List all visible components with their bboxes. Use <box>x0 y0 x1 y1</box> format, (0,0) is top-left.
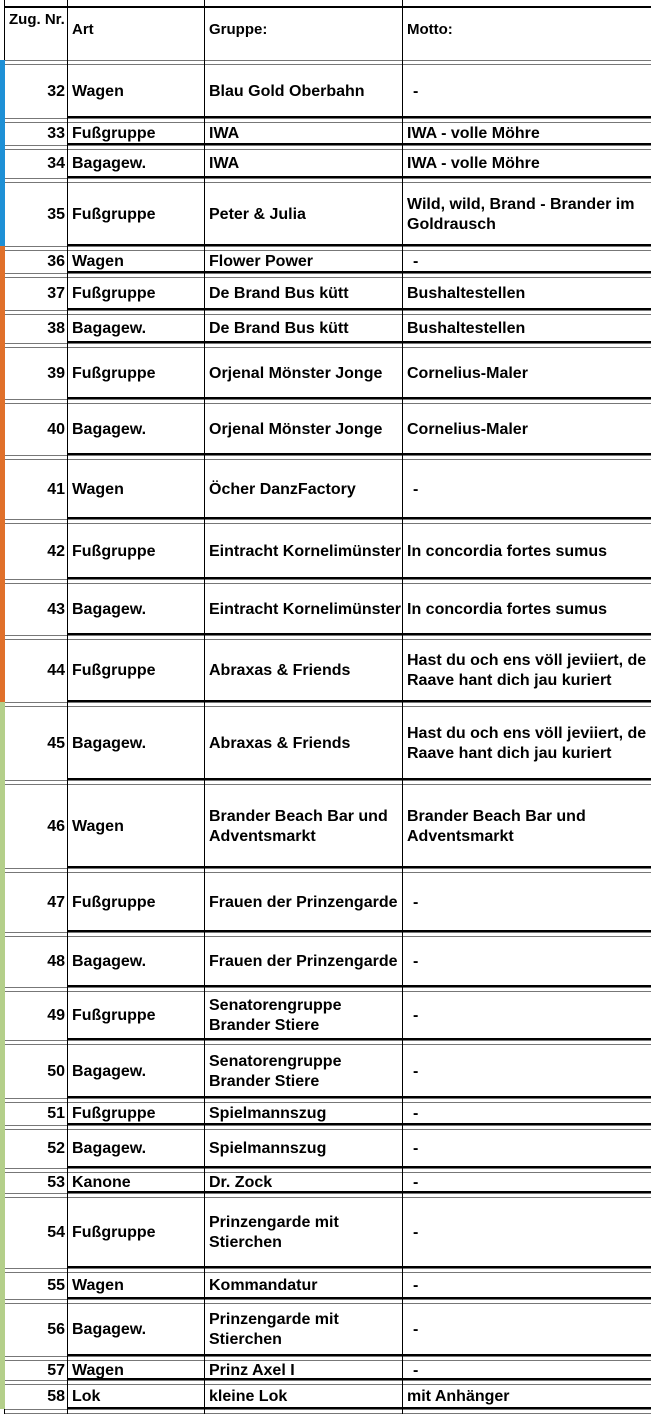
row-motto: - <box>413 1174 419 1191</box>
cell-underline <box>68 1266 205 1268</box>
row-gruppe: Senatorengruppe Brander Stiere <box>209 997 342 1034</box>
row-motto: IWA - volle Möhre <box>407 125 540 142</box>
cell-underline <box>68 176 205 178</box>
row-motto: - <box>413 1321 419 1338</box>
row-gruppe: Eintracht Kornelimünster <box>209 542 402 560</box>
cell-underline <box>205 1191 403 1193</box>
cell-underline <box>403 778 651 780</box>
cell-underline <box>68 633 205 635</box>
row-motto: Brander Beach Bar und Adventsmarkt <box>407 807 586 845</box>
row-motto: - <box>413 82 419 100</box>
row-number: 36 <box>47 253 65 270</box>
row-motto: Bushaltestellen <box>407 285 526 302</box>
row-art: Fußgruppe <box>72 1224 156 1241</box>
row-art: Lok <box>72 1388 101 1405</box>
cell-underline <box>205 341 403 343</box>
row-gruppe: kleine Lok <box>209 1388 288 1405</box>
cell-underline <box>205 633 403 635</box>
row-gruppe: Eintracht Kornelimünster <box>209 600 402 618</box>
row-number: 55 <box>47 1277 65 1294</box>
cell-underline <box>68 1191 205 1193</box>
cell-underline <box>205 1354 403 1356</box>
cell-underline <box>403 271 651 273</box>
cell-underline <box>403 930 651 932</box>
row-motto: - <box>413 1105 419 1122</box>
row-number: 46 <box>47 817 65 835</box>
row-number: 40 <box>47 420 65 438</box>
row-art: Wagen <box>72 1277 124 1294</box>
cell-underline <box>403 176 651 178</box>
cell-underline <box>205 143 403 145</box>
row-motto: Cornelius-Maler <box>407 364 528 382</box>
row-number: 35 <box>47 205 65 223</box>
row-art: Bagagew. <box>72 734 147 752</box>
cell-underline <box>403 341 651 343</box>
row-art: Bagagew. <box>72 1321 147 1338</box>
cell-underline <box>403 1407 651 1409</box>
cell-underline <box>68 866 205 868</box>
row-motto: - <box>413 1140 419 1157</box>
row-art: Fußgruppe <box>72 893 156 911</box>
row-number: 47 <box>47 893 65 911</box>
cell-underline <box>403 633 651 635</box>
row-motto: - <box>413 1007 419 1024</box>
row-gruppe: Blau Gold Oberbahn <box>209 82 365 100</box>
row-number: 50 <box>47 1062 65 1080</box>
row-motto: - <box>413 893 419 911</box>
cell-underline <box>205 1266 403 1268</box>
cell-underline <box>403 866 651 868</box>
cell-underline <box>205 778 403 780</box>
row-gruppe: Orjenal Mönster Jonge <box>209 420 383 438</box>
cell-underline <box>68 1123 205 1125</box>
row-art: Wagen <box>72 480 124 498</box>
row-art: Bagagew. <box>72 420 147 438</box>
cell-underline <box>205 1038 403 1040</box>
row-motto: - <box>413 953 419 970</box>
cell-underline <box>68 1166 205 1168</box>
row-gruppe: De Brand Bus kütt <box>209 320 349 337</box>
cell-underline <box>403 308 651 310</box>
row-motto: - <box>413 1062 419 1080</box>
cell-underline <box>205 176 403 178</box>
row-motto: Hast du och ens völl jeviiert, de Raave hant dich jau kuriert <box>407 724 647 762</box>
row-art: Fußgruppe <box>72 125 156 142</box>
cell-underline <box>205 1297 403 1299</box>
row-gruppe: Prinzengarde mit Stierchen <box>209 1311 339 1348</box>
cell-underline <box>403 453 651 455</box>
row-number: 51 <box>47 1105 65 1122</box>
cell-underline <box>205 985 403 987</box>
row-art: Wagen <box>72 817 124 835</box>
cell-underline <box>205 244 403 246</box>
cell-underline <box>205 1096 403 1098</box>
row-art: Bagagew. <box>72 320 147 337</box>
cell-underline <box>68 1378 205 1380</box>
row-gruppe: Kommandatur <box>209 1277 318 1294</box>
row-art: Fußgruppe <box>72 1007 156 1024</box>
row-gruppe: Senatorengruppe Brander Stiere <box>209 1052 342 1090</box>
row-gruppe: Brander Beach Bar und Adventsmarkt <box>209 807 388 845</box>
row-number: 48 <box>47 953 65 970</box>
cell-underline <box>68 143 205 145</box>
cell-underline <box>403 700 651 702</box>
cell-underline <box>205 1407 403 1409</box>
cell-underline <box>68 1038 205 1040</box>
cell-underline <box>403 116 651 118</box>
row-number: 49 <box>47 1007 65 1024</box>
row-art: Fußgruppe <box>72 364 156 382</box>
row-number: 56 <box>47 1321 65 1338</box>
row-number: 43 <box>47 600 65 618</box>
row-art: Wagen <box>72 1361 124 1379</box>
row-number: 39 <box>47 364 65 382</box>
cell-underline <box>205 577 403 579</box>
row-motto: - <box>413 1224 419 1241</box>
cell-underline <box>205 271 403 273</box>
cell-underline <box>205 116 403 118</box>
row-number: 57 <box>47 1361 65 1379</box>
row-motto: Cornelius-Maler <box>407 420 528 438</box>
row-gruppe: Orjenal Mönster Jonge <box>209 364 383 382</box>
row-gruppe: Prinz Axel I <box>209 1361 295 1379</box>
cell-underline <box>403 1166 651 1168</box>
cell-underline <box>68 1407 205 1409</box>
row-gruppe: Frauen der Prinzengarde <box>209 893 398 911</box>
row-separator <box>5 1409 651 1414</box>
cell-underline <box>205 866 403 868</box>
cell-underline <box>68 244 205 246</box>
row-motto: Bushaltestellen <box>407 320 526 337</box>
row-art: Bagagew. <box>72 600 147 618</box>
cell-underline <box>403 985 651 987</box>
header-nr: Zug. Nr. <box>9 11 65 28</box>
row-number: 32 <box>47 82 65 100</box>
row-motto: In concordia fortes sumus <box>407 600 608 618</box>
cell-underline <box>68 308 205 310</box>
row-motto: - <box>413 1277 419 1294</box>
row-art: Fußgruppe <box>72 662 156 679</box>
row-number: 42 <box>47 542 65 560</box>
cell-underline <box>403 517 651 519</box>
cell-underline <box>403 1096 651 1098</box>
cell-underline <box>403 1266 651 1268</box>
cell-underline <box>403 577 651 579</box>
cell-underline <box>403 244 651 246</box>
cell-underline <box>68 341 205 343</box>
cell-underline <box>403 1297 651 1299</box>
row-number: 33 <box>47 125 65 142</box>
row-number: 34 <box>47 155 65 172</box>
cell-underline <box>205 930 403 932</box>
cell-underline <box>68 271 205 273</box>
cell-underline <box>205 453 403 455</box>
header-gruppe: Gruppe: <box>209 21 268 38</box>
cell-underline <box>205 517 403 519</box>
row-motto: In concordia fortes sumus <box>407 542 608 560</box>
row-motto: IWA - volle Möhre <box>407 155 540 172</box>
cell-underline <box>403 143 651 145</box>
row-gruppe: Spielmannszug <box>209 1140 327 1157</box>
cell-underline <box>68 397 205 399</box>
cell-underline <box>403 1123 651 1125</box>
cell-underline <box>205 1166 403 1168</box>
cell-underline <box>205 700 403 702</box>
row-motto: - <box>413 1361 419 1379</box>
row-art: Bagagew. <box>72 1062 147 1080</box>
row-number: 54 <box>47 1224 65 1241</box>
row-art: Fußgruppe <box>72 285 156 302</box>
row-motto: - <box>413 480 419 498</box>
cell-underline <box>205 308 403 310</box>
row-art: Fußgruppe <box>72 205 156 223</box>
row-art: Wagen <box>72 253 124 270</box>
row-gruppe: Dr. Zock <box>209 1174 273 1191</box>
table-top-border <box>5 6 651 8</box>
cell-underline <box>68 778 205 780</box>
row-motto: mit Anhänger <box>407 1388 510 1405</box>
row-gruppe: Abraxas & Friends <box>209 734 351 752</box>
row-number: 37 <box>47 285 65 302</box>
row-motto: Wild, wild, Brand - Brander im Goldrausch <box>407 195 635 233</box>
cell-underline <box>68 1297 205 1299</box>
cell-underline <box>68 577 205 579</box>
row-number: 52 <box>47 1140 65 1157</box>
cell-underline <box>403 1191 651 1193</box>
cell-underline <box>68 985 205 987</box>
cell-underline <box>205 1378 403 1380</box>
cell-underline <box>403 1378 651 1380</box>
cell-underline <box>68 453 205 455</box>
row-gruppe: Spielmannszug <box>209 1105 327 1122</box>
header-motto: Motto: <box>407 21 453 38</box>
row-motto: - <box>413 253 419 270</box>
cell-underline <box>403 397 651 399</box>
cell-underline <box>68 1354 205 1356</box>
row-art: Bagagew. <box>72 1140 147 1157</box>
cell-underline <box>205 397 403 399</box>
row-gruppe: Öcher DanzFactory <box>209 480 356 498</box>
row-number: 44 <box>47 662 65 679</box>
row-gruppe: IWA <box>209 155 240 172</box>
row-gruppe: Frauen der Prinzengarde <box>209 953 398 970</box>
row-art: Wagen <box>72 82 124 100</box>
row-art: Kanone <box>72 1174 131 1191</box>
cell-underline <box>68 116 205 118</box>
cell-underline <box>68 930 205 932</box>
row-number: 58 <box>47 1388 65 1405</box>
row-gruppe: Prinzengarde mit Stierchen <box>209 1214 339 1251</box>
row-gruppe: Flower Power <box>209 253 314 270</box>
row-gruppe: IWA <box>209 125 240 142</box>
row-number: 38 <box>47 320 65 337</box>
row-motto: Hast du och ens völl jeviiert, de Raave hant dich jau kuriert <box>407 652 647 689</box>
row-gruppe: De Brand Bus kütt <box>209 285 349 302</box>
cell-underline <box>68 517 205 519</box>
row-art: Fußgruppe <box>72 542 156 560</box>
row-art: Fußgruppe <box>72 1105 156 1122</box>
cell-underline <box>68 1096 205 1098</box>
cell-underline <box>403 1038 651 1040</box>
row-number: 41 <box>47 480 65 498</box>
cell-underline <box>205 1123 403 1125</box>
row-number: 53 <box>47 1174 65 1191</box>
row-art: Bagagew. <box>72 155 147 172</box>
header-art: Art <box>72 21 94 38</box>
cell-underline <box>403 1354 651 1356</box>
row-gruppe: Abraxas & Friends <box>209 662 351 679</box>
cell-underline <box>68 700 205 702</box>
row-art: Bagagew. <box>72 953 147 970</box>
row-number: 45 <box>47 734 65 752</box>
row-gruppe: Peter & Julia <box>209 205 306 223</box>
